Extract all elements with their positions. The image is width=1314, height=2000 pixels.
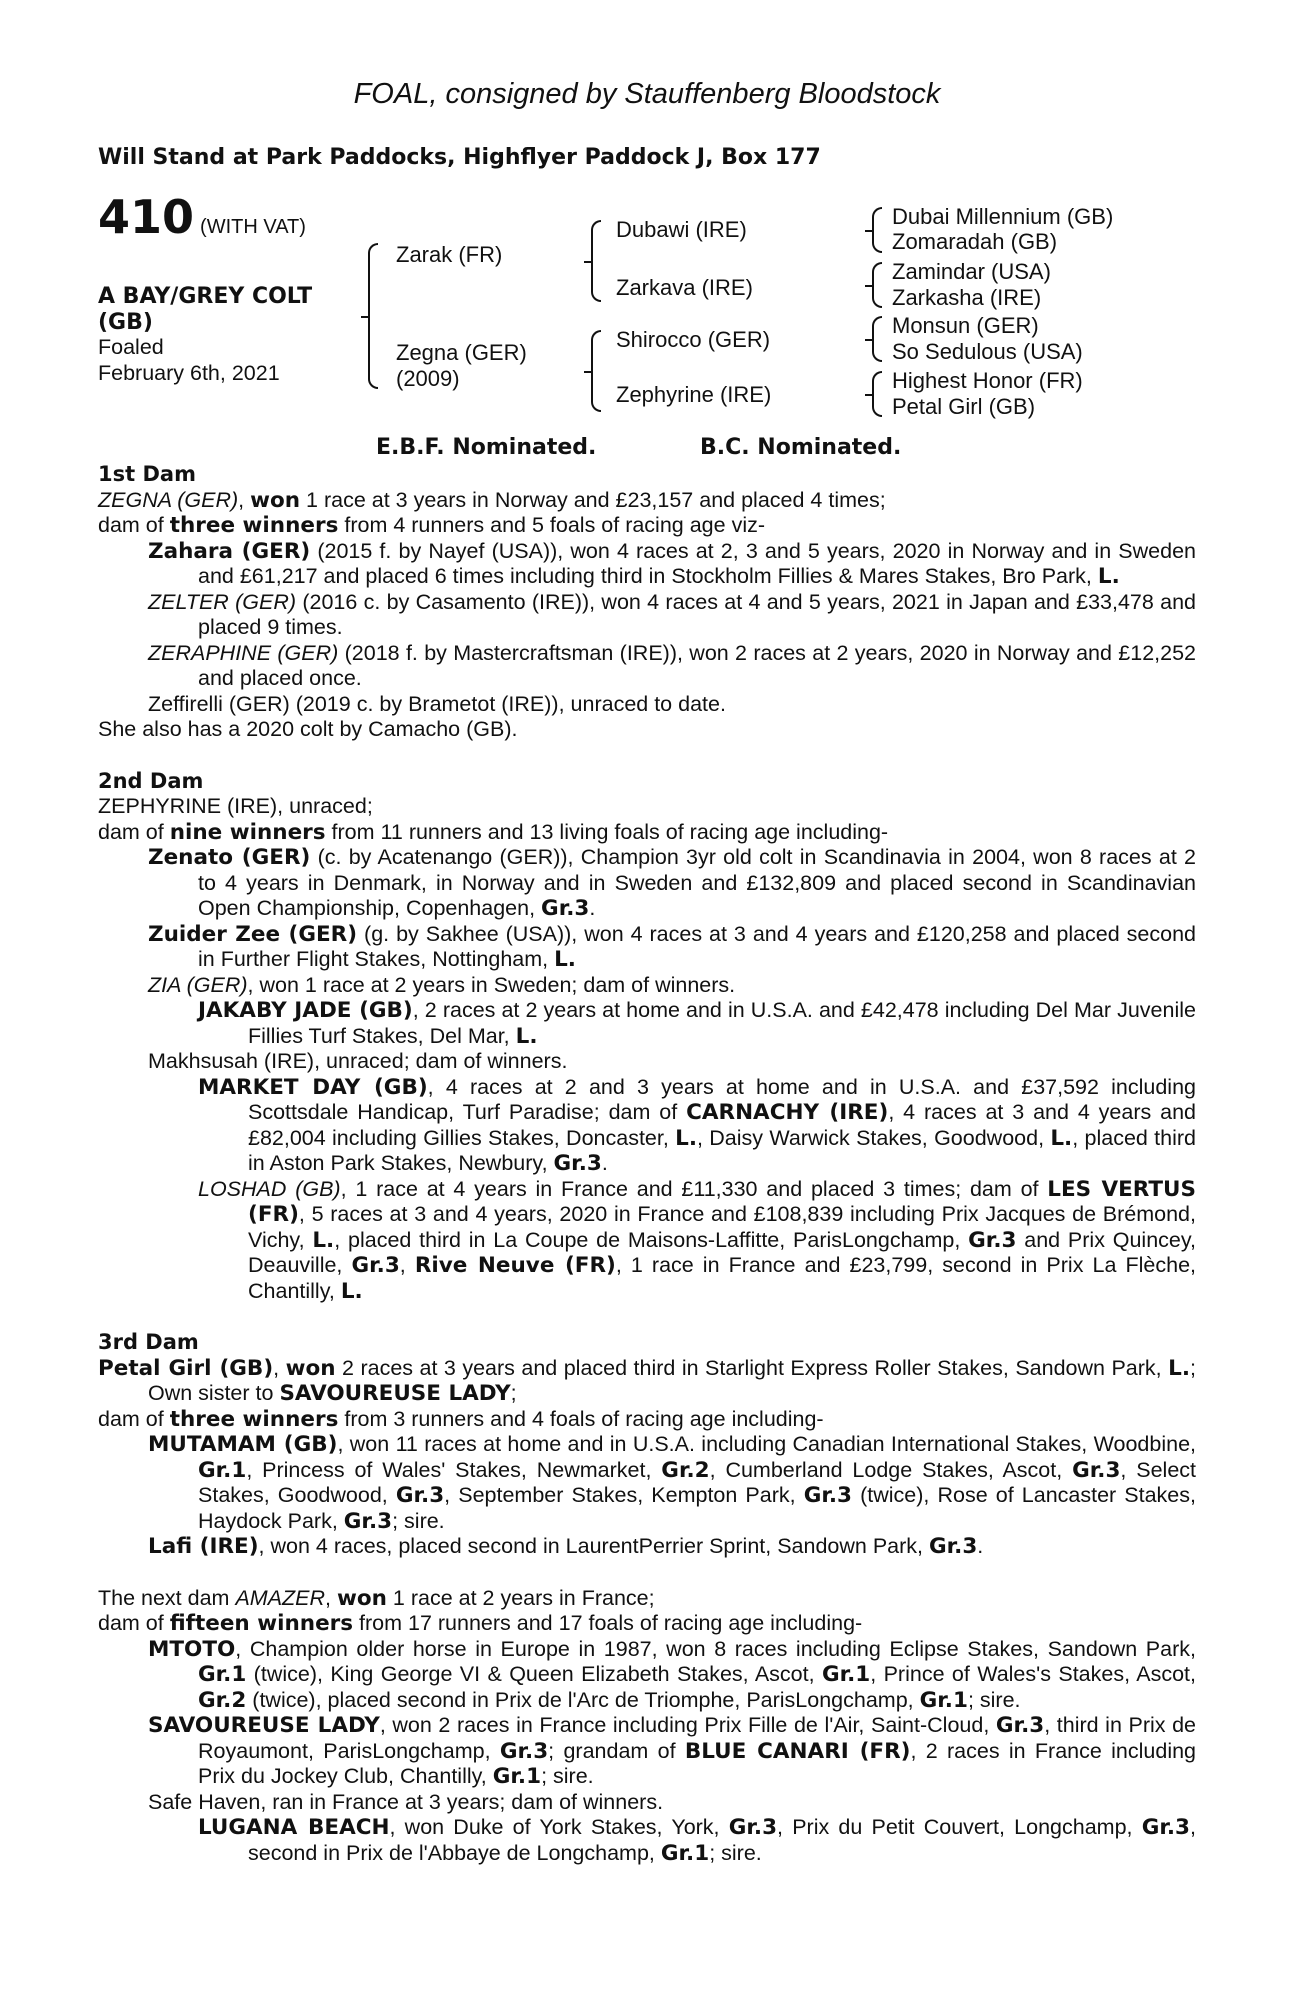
text: from 11 runners and 13 living foals of racing age including- <box>325 819 889 844</box>
text: , Prince of Wales's Stakes, Ascot, <box>870 1662 1196 1686</box>
text: , won 1 race at 2 years in Sweden; dam of winners. <box>247 972 736 997</box>
produce-entry <box>198 1177 1196 1305</box>
text: , Daisy Warwick Stakes, Goodwood, <box>697 1125 1051 1150</box>
winners-count: nine winners <box>169 819 326 845</box>
horse-name: Zenato (GER) <box>148 845 311 870</box>
lot-description <box>98 284 368 386</box>
horse-name: LUGANA BEACH <box>198 1815 390 1840</box>
pedigree-brace-3 <box>591 330 601 412</box>
text: The next dam <box>98 1585 236 1610</box>
foaled-date: February 6th, 2021 <box>98 360 280 385</box>
winners-count: three winners <box>169 513 339 538</box>
produce-entry <box>148 539 1196 590</box>
text: ; sire. <box>967 1687 1021 1712</box>
group-label: Gr.1 <box>198 1457 247 1483</box>
pedigree-brace-4 <box>872 207 882 253</box>
listed-label: L. <box>554 947 576 972</box>
text: (2018 f. by Mastercraftsman (IRE)), won 2 races at 2 years, 2020 in Norway and £12,252 and placed once. <box>198 640 1197 690</box>
produce-entry <box>148 845 1196 922</box>
produce-entry: Makhsusah (IRE), unraced; dam of winners. <box>148 1049 568 1073</box>
winners-count: fifteen winners <box>169 1611 354 1636</box>
listed-label: L. <box>675 1125 697 1151</box>
sire-sire-sire: Dubai Millennium (GB) <box>892 204 1114 229</box>
horse-name: BLUE CANARI (FR) <box>684 1738 911 1764</box>
dam-sire-sire: Monsun (GER) <box>892 313 1039 338</box>
text: dam of <box>98 1611 170 1635</box>
text: , Prix du Petit Couvert, Longchamp, <box>777 1815 1142 1839</box>
horse-name: JAKABY JADE (GB) <box>198 998 413 1023</box>
ebf-nomination: E.B.F. Nominated. <box>376 435 597 460</box>
text: ; <box>510 1381 517 1405</box>
text: (twice), placed second in Prix de l'Arc de Triomphe, ParisLongchamp, <box>246 1687 920 1712</box>
dam-sire-dam: So Sedulous (USA) <box>892 339 1083 364</box>
produce-entry <box>148 1432 1196 1534</box>
sire-sire: Dubawi (IRE) <box>616 217 747 242</box>
dam-year: (2009) <box>396 366 460 391</box>
group-label: Gr.3 <box>351 1253 400 1278</box>
group-label: Gr.3 <box>995 1713 1045 1738</box>
listed-label: L. <box>340 1278 363 1304</box>
produce-entry <box>198 1815 1196 1866</box>
group-label: Gr.2 <box>661 1457 710 1483</box>
text: 1 race at 3 years in Norway and £23,157 and placed 4 times; <box>300 487 886 512</box>
second-dam-heading: 2nd Dam <box>98 768 204 793</box>
text: , Cumberland Lodge Stakes, Ascot, <box>709 1457 1073 1482</box>
horse-name: Zahara (GER) <box>148 538 311 564</box>
produce-entry <box>198 1075 1196 1177</box>
text: (twice), King George VI & Queen Elizabeth Stakes, Ascot, <box>246 1662 822 1686</box>
produce-entry <box>148 1713 1196 1790</box>
text: , placed third in Aston Park Stakes, Newbury, <box>248 1125 1196 1175</box>
produce-entry <box>198 998 1196 1049</box>
won-label: won <box>336 1585 387 1611</box>
text: dam of <box>98 819 170 844</box>
text: 1 race at 2 years in France; <box>386 1585 655 1610</box>
text: , won 11 races at home and in U.S.A. including Canadian International Stakes, Woodbine, <box>337 1432 1196 1456</box>
text: , Princess of Wales' Stakes, Newmarket, <box>246 1457 662 1482</box>
text: , 4 races at 2 and 3 years at home and in U.S.A. and £37,592 including Scottsdale Handicap, Turf Paradise; dam of <box>248 1074 1196 1124</box>
sire-sire-dam: Zomaradah (GB) <box>892 229 1058 254</box>
produce-entry <box>148 1637 1196 1714</box>
stand-location: Will Stand at Park Paddocks, Highflyer Paddock J, Box 177 <box>98 145 821 170</box>
horse-name: Rive Neuve (FR) <box>414 1253 616 1278</box>
next-dam-line <box>98 1586 1196 1612</box>
dam-name: Petal Girl (GB) <box>98 1355 274 1381</box>
text: ; sire. <box>541 1764 594 1788</box>
text: from 3 runners and 4 foals of racing age including- <box>338 1406 824 1431</box>
text: , 4 races at 3 and 4 years and £82,004 including Gillies Stakes, Doncaster, <box>248 1100 1196 1150</box>
group-label: Gr.1 <box>198 1662 247 1687</box>
group-label: Gr.3 <box>928 1534 978 1559</box>
horse-name: SAVOUREUSE LADY <box>148 1713 380 1738</box>
listed-label: L. <box>312 1227 335 1253</box>
group-label: Gr.1 <box>492 1764 542 1789</box>
dam-sire: Shirocco (GER) <box>616 327 771 352</box>
horse-name: ZELTER (GER) <box>148 589 297 614</box>
second-dam-produce-line <box>98 820 1196 846</box>
text: , <box>238 487 251 512</box>
third-dam-heading: 3rd Dam <box>98 1330 199 1354</box>
horse-name: CARNACHY (IRE) <box>686 1100 889 1125</box>
vat-label: (WITH VAT) <box>200 216 306 238</box>
produce-entry <box>148 1534 1196 1560</box>
horse-name: MUTAMAM (GB) <box>148 1432 338 1457</box>
text: , 2 races at 2 years at home and in U.S.A. and £42,478 including Del Mar Juvenile Fillies Turf Stakes, Del Mar, <box>248 998 1196 1048</box>
produce-entry: Zeffirelli (GER) (2019 c. by Brametot (IRE)), unraced to date. <box>148 691 726 716</box>
text: , 2 races in France including Prix du Jockey Club, Chantilly, <box>198 1738 1197 1788</box>
text: ; Own sister to <box>148 1355 1196 1405</box>
pedigree-brace-7 <box>872 371 882 417</box>
horse-name: LOSHAD (GB) <box>198 1176 341 1201</box>
horse-name: MARKET DAY (GB) <box>198 1074 428 1100</box>
sire: Zarak (FR) <box>396 242 503 267</box>
text: , September Stakes, Kempton Park, <box>444 1483 804 1507</box>
group-label: Gr.3 <box>728 1815 778 1840</box>
produce-entry: Safe Haven, ran in France at 3 years; dam of winners. <box>148 1789 664 1814</box>
third-dam-produce-line <box>98 1407 1196 1433</box>
listed-label: L. <box>1050 1125 1073 1151</box>
text: dam of <box>98 513 170 537</box>
text: , won 4 races, placed second in LaurentPerrier Sprint, Sandown Park, <box>258 1534 929 1558</box>
produce-note: She also has a 2020 colt by Camacho (GB). <box>98 717 518 741</box>
listed-label: L. <box>1097 564 1120 589</box>
text: , 1 race at 4 years in France and £11,330 and placed 3 times; dam of <box>340 1176 1048 1201</box>
group-label: Gr.3 <box>343 1508 393 1534</box>
text: , <box>273 1355 286 1380</box>
horse-name: LES VERTUS (FR) <box>248 1176 1196 1227</box>
pedigree-text <box>98 462 1196 1866</box>
horse-name: Zuider Zee (GER) <box>148 921 358 947</box>
group-label: Gr.1 <box>919 1687 968 1713</box>
group-label: Gr.3 <box>803 1483 853 1508</box>
dam: Zegna (GER) <box>396 340 527 365</box>
produce-entry <box>148 641 1196 692</box>
group-label: Gr.1 <box>660 1840 710 1866</box>
horse-name: Lafi (IRE) <box>148 1534 259 1559</box>
horse-name: ZIA (GER) <box>148 972 248 997</box>
horse-name: ZERAPHINE (GER) <box>148 640 339 665</box>
group-label: Gr.3 <box>553 1151 602 1176</box>
page-title: FOAL, consigned by Stauffenberg Bloodstock <box>353 78 941 110</box>
text: . <box>601 1151 608 1175</box>
pedigree-brace-1 <box>368 243 378 389</box>
dam-name: ZEGNA (GER) <box>98 487 239 512</box>
next-dam-produce-line <box>98 1611 1196 1637</box>
text: , won 2 races in France including Prix Fille de l'Air, Saint-Cloud, <box>379 1713 996 1737</box>
text: ; sire. <box>709 1840 762 1865</box>
text: (2015 f. by Nayef (USA)), won 4 races at 2, 3 and 5 years, 2020 in Norway and in Sweden and £61,217 and placed 6 times including third in Stockholm Fillies & Mares Stakes, Bro Park, <box>198 538 1196 588</box>
text: , <box>325 1585 337 1610</box>
group-label: Gr.3 <box>1141 1815 1190 1840</box>
text: , 1 race in France and £23,799, second in Prix La Flèche, Chantilly, <box>248 1253 1196 1303</box>
horse-name: SAVOUREUSE LADY <box>279 1381 511 1406</box>
group-label: Gr.3 <box>499 1738 549 1764</box>
bc-nomination: B.C. Nominated. <box>700 435 902 460</box>
sire-dam-dam: Zarkasha (IRE) <box>892 285 1042 310</box>
lot-number-block <box>98 190 306 244</box>
text: (twice), Rose of Lancaster Stakes, Haydock Park, <box>198 1483 1196 1533</box>
group-label: Gr.3 <box>395 1483 445 1508</box>
sire-dam: Zarkava (IRE) <box>616 275 753 300</box>
text: and Prix Quincey, Deauville, <box>248 1227 1196 1277</box>
text: , second in Prix de l'Abbaye de Longchamp, <box>248 1815 1196 1865</box>
second-dam-line: ZEPHYRINE (IRE), unraced; <box>98 794 373 818</box>
text: , Champion older horse in Europe in 1987, won 8 races including Eclipse Stakes, Sandown Park, <box>235 1636 1196 1661</box>
pedigree-brace-6 <box>872 316 882 362</box>
text: dam of <box>98 1406 170 1431</box>
third-dam-line <box>98 1356 1196 1407</box>
horse-description: A BAY/GREY COLT <box>98 284 313 309</box>
pedigree-brace-5 <box>872 262 882 308</box>
dam-dam-dam: Petal Girl (GB) <box>892 394 1036 419</box>
listed-label: L. <box>1168 1355 1190 1381</box>
text: (g. by Sakhee (USA)), won 4 races at 3 and 4 years and £120,258 and placed second in Further Flight Stakes, Nottingham, <box>198 921 1197 971</box>
text: from 17 runners and 17 foals of racing age including- <box>353 1611 863 1635</box>
text: (c. by Acatenango (GER)), Champion 3yr old colt in Scandinavia in 2004, won 8 races at 2 to 4 years in Denmark, in Norway and in Sweden and £132,809 and placed second in Scandinavian Open Championship, Copenhagen, <box>198 845 1197 920</box>
dam-name: AMAZER <box>235 1585 326 1610</box>
first-dam-heading: 1st Dam <box>98 462 196 486</box>
text: , 5 races at 3 and 4 years, 2020 in France and £108,839 including Prix Jacques de Brémond, Vichy, <box>248 1202 1196 1252</box>
produce-entry <box>148 590 1196 641</box>
produce-entry <box>148 922 1196 973</box>
text: . <box>977 1534 984 1558</box>
group-label: Gr.3 <box>541 896 590 921</box>
text: , Select Stakes, Goodwood, <box>198 1457 1197 1507</box>
text: , <box>399 1253 415 1277</box>
group-label: Gr.1 <box>821 1662 871 1687</box>
group-label: Gr.3 <box>1072 1457 1121 1483</box>
winners-count: three winners <box>169 1406 339 1432</box>
first-dam-produce-line <box>98 513 1196 539</box>
dam-dam: Zephyrine (IRE) <box>616 382 772 407</box>
text: from 4 runners and 5 foals of racing age viz- <box>338 513 766 537</box>
first-dam-line <box>98 488 1196 514</box>
text: (2016 c. by Casamento (IRE)), won 4 races at 4 and 5 years, 2021 in Japan and £33,478 and placed 9 times. <box>198 589 1197 639</box>
horse-name: MTOTO <box>148 1636 236 1662</box>
listed-label: L. <box>515 1023 538 1049</box>
pedigree-brace-2 <box>591 220 601 302</box>
group-label: Gr.2 <box>198 1687 247 1713</box>
horse-country: (GB) <box>98 309 153 335</box>
won-label: won <box>250 487 301 513</box>
sire-dam-sire: Zamindar (USA) <box>892 259 1051 284</box>
won-label: won <box>285 1355 336 1381</box>
text: 2 races at 3 years and placed third in Starlight Express Roller Stakes, Sandown Park, <box>335 1355 1169 1380</box>
lot-number: 410 <box>98 190 195 244</box>
text: . <box>589 896 596 920</box>
group-label: Gr.3 <box>968 1227 1017 1253</box>
produce-entry <box>148 973 1196 999</box>
text: , won Duke of York Stakes, York, <box>389 1815 729 1839</box>
foaled-label: Foaled <box>98 335 164 359</box>
dam-dam-sire: Highest Honor (FR) <box>892 368 1083 393</box>
text: , third in Prix de Royaumont, ParisLongchamp, <box>198 1713 1196 1763</box>
text: , placed third in La Coupe de Maisons-Laffitte, ParisLongchamp, <box>334 1227 969 1252</box>
text: ; sire. <box>392 1508 445 1533</box>
text: ; grandam of <box>548 1738 685 1763</box>
